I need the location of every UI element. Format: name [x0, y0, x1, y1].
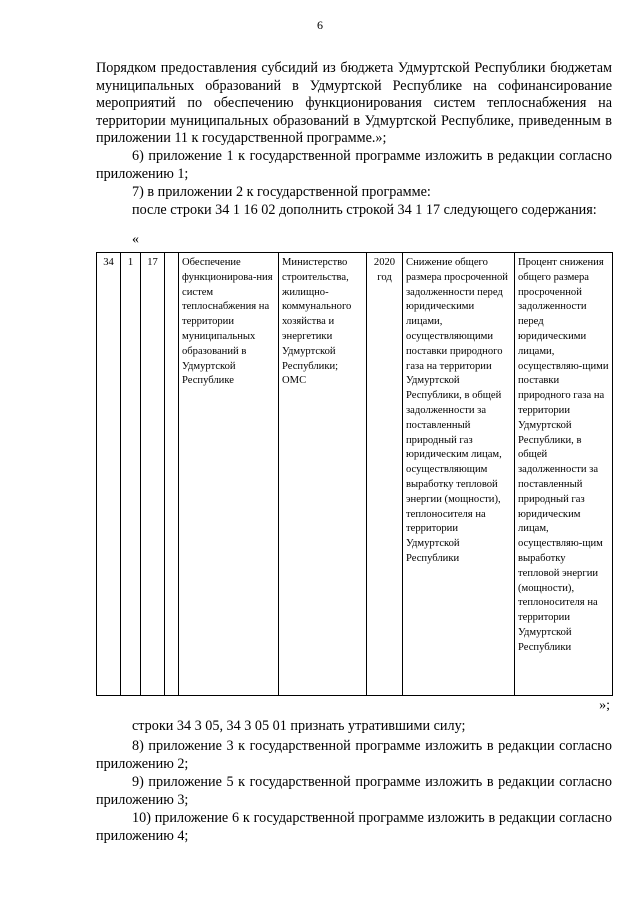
table-row [97, 253, 613, 696]
page-number: 6 [317, 18, 323, 32]
cell-year: 2020 год [367, 253, 403, 696]
paragraph-item-9: 9) приложение 5 к государственной программе изложить в редакции согласно приложению 3; [96, 774, 612, 808]
cell-m [165, 253, 179, 696]
cell-indicator: Процент снижения общего размера просроченной задолженности перед юридическими лицами, осуществляю-щими поставки природного газа на территории Удмуртской Республики, в общей задолженности за поставленный природный газ юридическим лицам, осуществляю-щим выработку тепловой энергии (мощности), теплоносителя на территории Удмуртской Республики [515, 253, 613, 696]
cell-name: Обеспечение функционирова-ния систем теплоснабжения на территории муниципальных образований в Удмуртской Республике [179, 253, 279, 696]
cell-om: 17 [141, 253, 165, 696]
cell-result: Снижение общего размера просроченной задолженности перед юридическими лицами, осуществляющими поставки природного газа на территории Удмуртской Республики, в общей задолженности за поставленный природный газ юридическим лицам, осуществляющим выработку тепловой энергии (мощности), теплоносителя на территории Удмуртской Республики [403, 253, 515, 696]
open-quote: « [132, 232, 139, 247]
paragraph-procedure: Порядком предоставления субсидий из бюджета Удмуртской Республики бюджетам муниципальных образований в Удмуртской Республике на софинансирование мероприятий по обеспечению функционирования систем теплоснабжения на территории муниципальных образований в Удмуртской Республике, приведенным в приложении 11 к государственной программе.»; [96, 60, 612, 147]
cell-pp: 1 [121, 253, 141, 696]
inserted-row-table [96, 252, 613, 696]
paragraph-insert-row: после строки 34 1 16 02 дополнить строкой 34 1 17 следующего содержания: [132, 202, 597, 218]
paragraph-item-6: 6) приложение 1 к государственной программе изложить в редакции согласно приложению 1; [96, 148, 612, 182]
paragraph-item-10: 10) приложение 6 к государственной программе изложить в редакции согласно приложению 4; [96, 810, 612, 844]
cell-gp: 34 [97, 253, 121, 696]
paragraph-item-7: 7) в приложении 2 к государственной программе: [132, 184, 431, 200]
close-quote: »; [599, 698, 610, 713]
cell-executor: Министерство строительства, жилищно-коммунального хозяйства и энергетики Удмуртской Республики; ОМС [279, 253, 367, 696]
paragraph-item-8: 8) приложение 3 к государственной программе изложить в редакции согласно приложению 2; [96, 738, 612, 772]
paragraph-repeal-rows: строки 34 3 05, 34 3 05 01 признать утратившими силу; [132, 718, 466, 734]
